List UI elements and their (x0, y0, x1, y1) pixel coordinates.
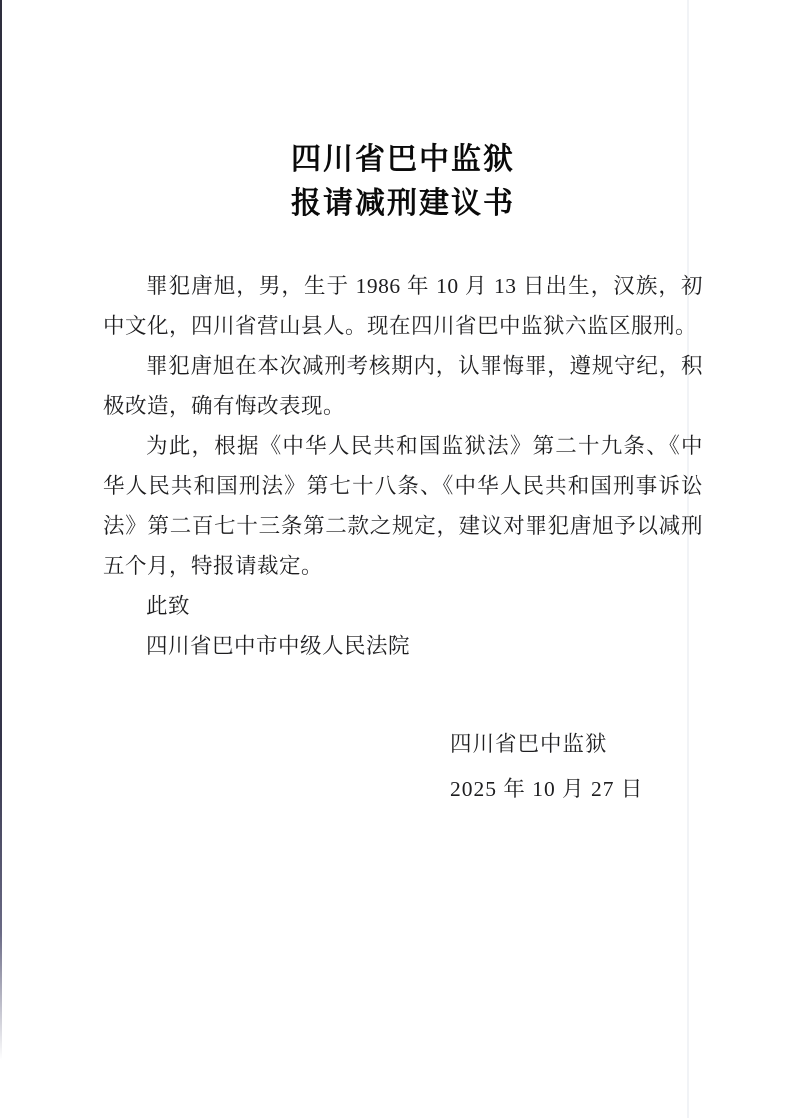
signature-org: 四川省巴中监狱 (450, 732, 608, 756)
signature-date: 2025 年 10 月 27 日 (450, 777, 644, 801)
title-org-line: 四川省巴中监狱 (291, 143, 515, 176)
recipient-court: 四川省巴中市中级人民法院 (146, 634, 411, 658)
scan-edge-artifact-left (0, 0, 2, 1060)
document-title (103, 138, 703, 226)
closing-salutation: 此致 (146, 594, 191, 618)
signature-block (450, 722, 643, 812)
document-body (103, 266, 703, 666)
document-content (103, 138, 703, 666)
paragraph-legal-basis: 为此，根据《中华人民共和国监狱法》第二十九条、《中华人民共和国刑法》第七十八条、《中华人民共和国刑事诉讼法》第二百七十三条第二款之规定，建议对罪犯唐旭予以减刑五个月，特报请裁定。 (103, 434, 703, 578)
paragraph-performance: 罪犯唐旭在本次减刑考核期内，认罪悔罪，遵规守纪，积极改造，确有悔改表现。 (103, 354, 703, 418)
paragraph-offender-info: 罪犯唐旭，男，生于 1986 年 10 月 13 日出生，汉族，初中文化，四川省营山县人。现在四川省巴中监狱六监区服刑。 (103, 274, 703, 338)
title-doc-type-line: 报请减刑建议书 (291, 187, 515, 220)
